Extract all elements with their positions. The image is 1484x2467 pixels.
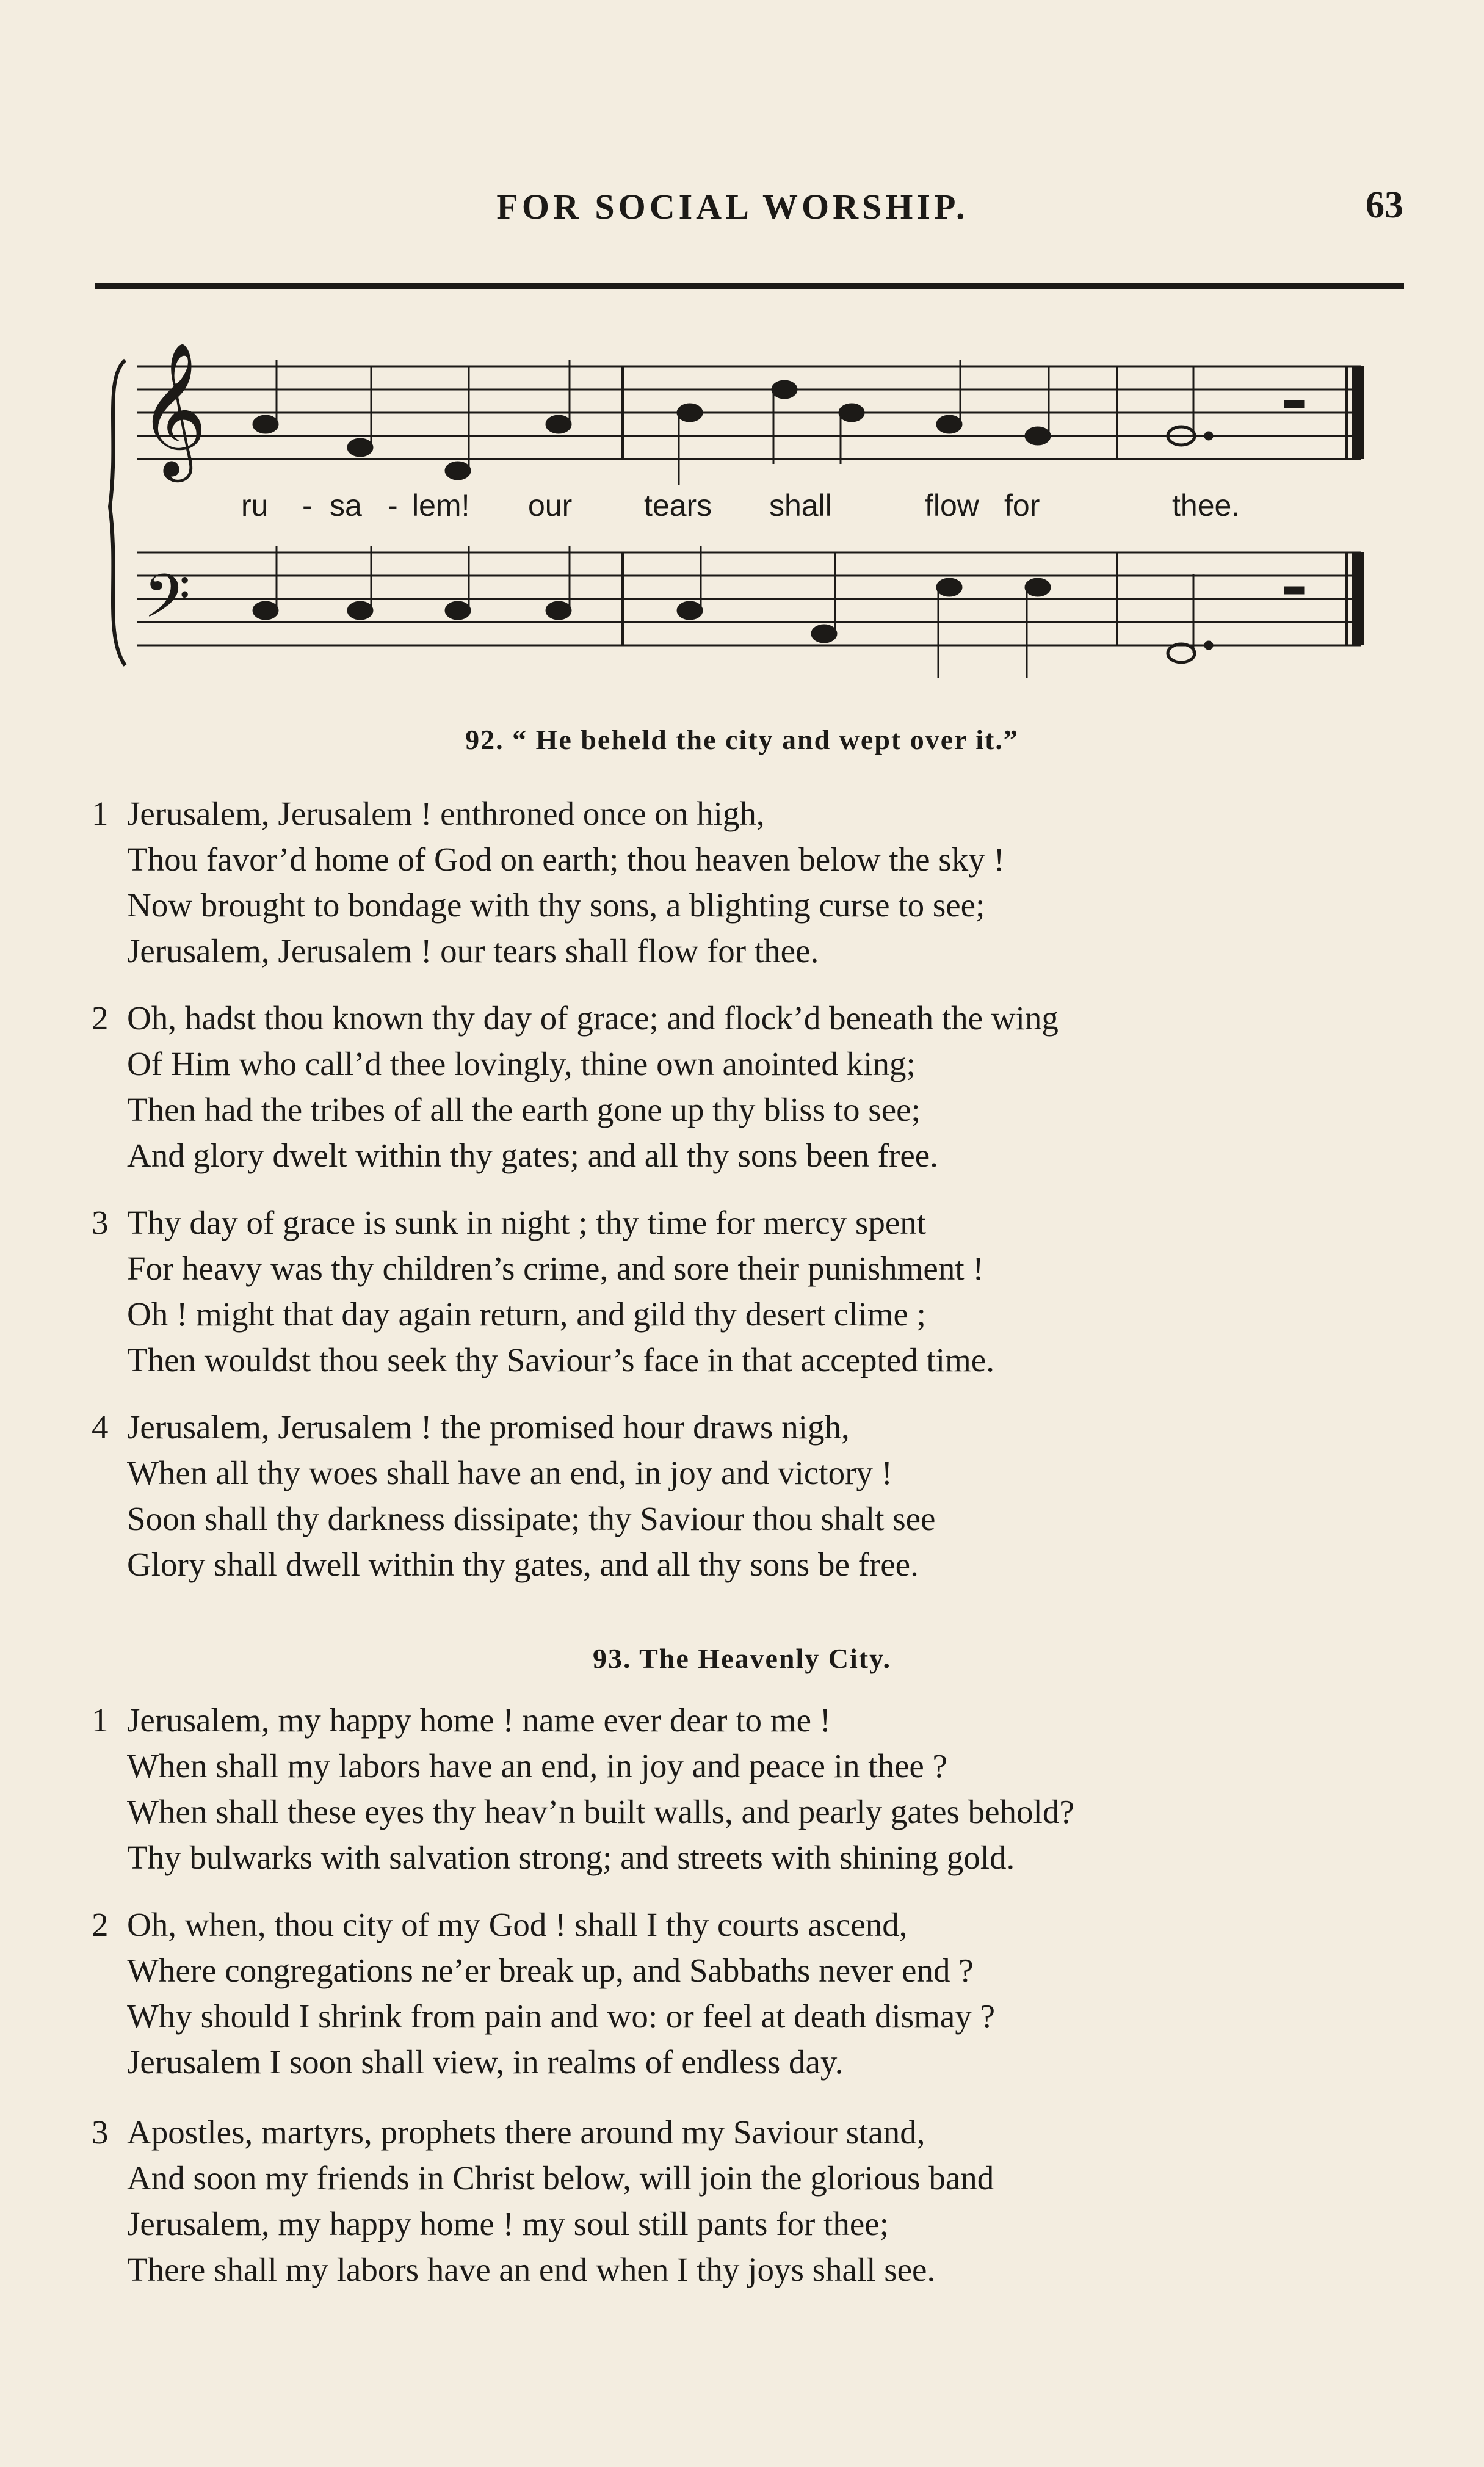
system-brace — [110, 360, 125, 665]
verse-line: Why should I shrink from pain and wo: or feel at death dismay ? — [127, 1998, 995, 2035]
verse-line: Oh, when, thou city of my God ! shall I thy courts ascend, — [127, 1906, 908, 1943]
verse-line: Now brought to bondage with thy sons, a blighting curse to see; — [127, 886, 985, 924]
verse-line: Jerusalem, Jerusalem ! our tears shall flow for thee. — [127, 932, 819, 969]
verse-line: Jerusalem I soon shall view, in realms of endless day. — [127, 2043, 844, 2081]
stanza — [92, 1404, 1435, 1587]
lyric-syllable: tears — [644, 488, 712, 523]
stanza-number: 2 — [92, 999, 109, 1037]
verse-line: Thou favor’d home of God on earth; thou heaven below the sky ! — [127, 841, 1005, 878]
verse-line: For heavy was thy children’s crime, and sore their punishment ! — [127, 1250, 984, 1287]
lyric-syllable: - — [302, 488, 313, 523]
treble-clef: 𝄞 — [139, 342, 208, 476]
stanza-number: 1 — [92, 1701, 109, 1739]
verse-line: When shall my labors have an end, in joy and peace in thee ? — [127, 1747, 947, 1784]
bass-notes — [253, 546, 1303, 678]
lyric-syllable: sa — [330, 488, 362, 523]
verse-line: Jerusalem, my happy home ! my soul still pants for thee; — [127, 2205, 889, 2242]
hymn-title: 92. “ He beheld the city and wept over it.” — [465, 724, 1019, 755]
running-title: FOR SOCIAL WORSHIP. — [496, 187, 969, 226]
music-staff-svg — [101, 342, 1416, 684]
verse-line: And glory dwelt within thy gates; and all thy sons been free. — [127, 1137, 938, 1174]
verse-line: There shall my labors have an end when I thy joys shall see. — [127, 2251, 936, 2288]
verse-line: Apostles, martyrs, prophets there around my Saviour stand, — [127, 2114, 925, 2151]
lyric-syllable: - — [388, 488, 398, 523]
lyric-syllable: our — [528, 488, 573, 523]
verse-line: Jerusalem, Jerusalem ! enthroned once on high, — [127, 795, 765, 832]
verse-line: Thy day of grace is sunk in night ; thy time for mercy spent — [127, 1204, 927, 1241]
verse-line: Jerusalem, my happy home ! name ever dear to me ! — [127, 1701, 831, 1739]
bass-staff — [137, 552, 1361, 645]
stanza-number: 4 — [92, 1408, 109, 1446]
stanza — [92, 1200, 1435, 1383]
stanza — [92, 1902, 1435, 2085]
verse-line: When all thy woes shall have an end, in joy and victory ! — [127, 1454, 892, 1491]
lyrics — [241, 488, 1240, 523]
stanza — [92, 2109, 1435, 2292]
verse-line: Glory shall dwell within thy gates, and all thy sons be free. — [127, 1546, 919, 1583]
lyric-syllable: flow — [925, 488, 979, 523]
lyric-syllable: ru — [241, 488, 269, 523]
verse-line: Where congregations ne’er break up, and Sabbaths never end ? — [127, 1952, 974, 1989]
lyric-syllable: lem! — [412, 488, 470, 523]
stanza-number: 3 — [92, 2114, 109, 2151]
stanza-number: 2 — [92, 1906, 109, 1943]
page-header — [0, 186, 1484, 235]
verse-line: Soon shall thy darkness dissipate; thy Saviour thou shalt see — [127, 1500, 936, 1537]
stanza — [92, 995, 1435, 1178]
stanza-number: 3 — [92, 1204, 109, 1241]
stanza — [92, 1697, 1435, 1880]
verse-line: Then had the tribes of all the earth gone up thy bliss to see; — [127, 1091, 921, 1128]
music-score — [101, 342, 1416, 684]
lyric-syllable: shall — [769, 488, 832, 523]
stanza-number: 1 — [92, 795, 109, 832]
verse-line: And soon my friends in Christ below, will join the glorious band — [127, 2159, 994, 2197]
bass-clef: 𝄢 — [143, 562, 191, 647]
verse-line: When shall these eyes thy heav’n built walls, and pearly gates behold? — [127, 1793, 1074, 1830]
stanza — [92, 791, 1435, 974]
final-barline — [1345, 366, 1364, 645]
verse-line: Thy bulwarks with salvation strong; and streets with shining gold. — [127, 1839, 1015, 1876]
lyric-syllable: for — [1004, 488, 1040, 523]
header-rule — [95, 283, 1404, 289]
hymn-title: 93. The Heavenly City. — [592, 1643, 892, 1674]
lyric-syllable: thee. — [1172, 488, 1240, 523]
verse-line: Jerusalem, Jerusalem ! the promised hour draws nigh, — [127, 1408, 850, 1446]
verse-line: Of Him who call’d thee lovingly, thine own anointed king; — [127, 1045, 916, 1082]
page-number: 63 — [1366, 184, 1403, 226]
verse-line: Then wouldst thou seek thy Saviour’s face in that accepted time. — [127, 1341, 994, 1378]
verse-line: Oh, hadst thou known thy day of grace; and flock’d beneath the wing — [127, 999, 1059, 1037]
treble-notes — [253, 360, 1303, 485]
verse-line: Oh ! might that day again return, and gild thy desert clime ; — [127, 1295, 926, 1333]
